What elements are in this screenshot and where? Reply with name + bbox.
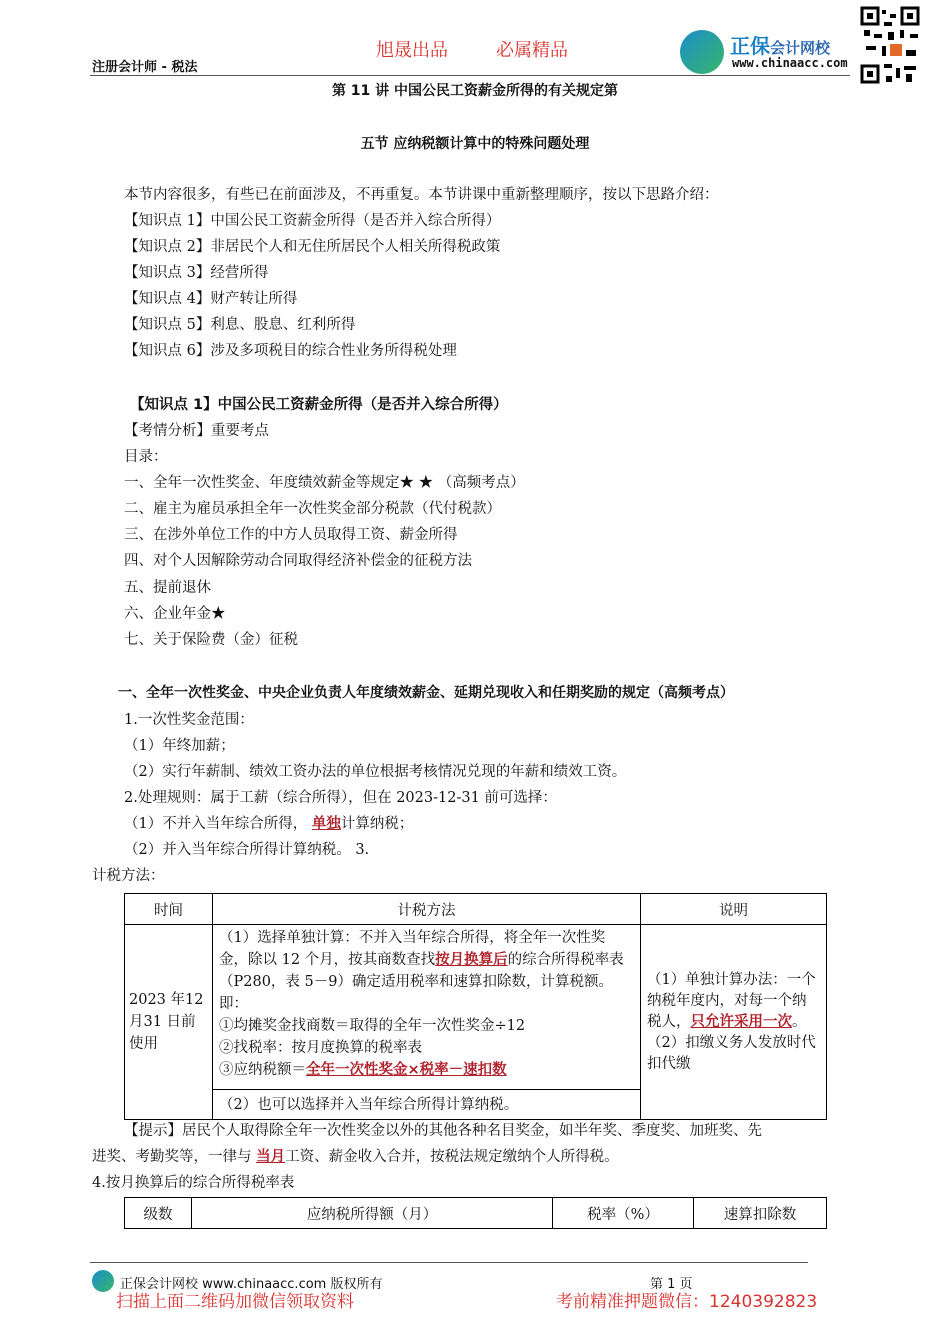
s4-text: 4.按月换算后的综合所得税率表 xyxy=(92,1175,295,1191)
monthly-tax-rate-table xyxy=(124,1197,827,1229)
kp1-heading: 【知识点 1】中国公民工资薪金所得（是否并入综合所得） xyxy=(130,397,508,413)
knowledge-point: 【知识点 4】财产转让所得 xyxy=(124,291,298,307)
header-deduction: 速算扣除数 xyxy=(694,1198,827,1229)
toc-item: 三、在涉外单位工作的中方人员取得工资、薪金所得 xyxy=(124,527,458,543)
course-name: 注册会计师 - 税法 xyxy=(92,60,198,75)
qr-code-icon xyxy=(860,6,920,84)
promo-right: 考前精准押题微信：1240392823 xyxy=(556,1292,818,1312)
intro-text: 本节内容很多，有些已在前面涉及，不再重复。本节讲课中重新整理顺序，按以下思路介绍： xyxy=(124,187,719,203)
knowledge-point: 【知识点 2】非居民个人和无住所居民个人相关所得税政策 xyxy=(124,239,501,255)
s3-text: 计税方法： xyxy=(92,868,165,884)
logo-url: www.chinaacc.com xyxy=(732,56,848,70)
header-method: 计税方法 xyxy=(213,894,641,925)
time-cell: 2023 年12月31 日前使用 xyxy=(125,925,213,1120)
header-income: 应纳税所得额（月） xyxy=(192,1198,553,1229)
slogan-2: 必属精品 xyxy=(496,40,568,61)
toc-item: 六、企业年金★ xyxy=(124,606,226,622)
tip-text-2: 进奖、考勤奖等，一律与 当月工资、薪金收入合并，按税法规定缴纳个人所得税。 xyxy=(92,1149,619,1165)
method-cell-2: （2）也可以选择并入当年综合所得计算纳税。 xyxy=(213,1090,641,1120)
promo-left: 扫描上面二维码加微信领取资料 xyxy=(116,1292,354,1312)
section1-heading: 一、全年一次性奖金、中央企业负责人年度绩效薪金、延期兑现收入和任期奖励的规定（高频考点） xyxy=(118,685,734,701)
method-cell-1: （1）选择单独计算：不并入当年综合所得，将全年一次性奖金，除以 12 个月，按其商数查找按月换算后的综合所得税率表（P280，表 5－9）确定适用税率和速算扣除数，计算税额。即： ①均摊奖金找商数＝取得的全年一次性奖金÷12 ②找税率：按月度换算的税率表 ③应纳税额＝全年一次性奖金×税率－速扣数 xyxy=(213,925,641,1090)
chinaacc-logo-icon xyxy=(680,30,724,74)
footer-divider xyxy=(90,1262,808,1263)
s2-text: 2.处理规则：属于工薪（综合所得），但在 2023-12-31 前可选择： xyxy=(124,790,557,806)
knowledge-point: 【知识点 3】经营所得 xyxy=(124,265,269,281)
s1-text: 1.一次性奖金范围： xyxy=(124,712,254,728)
note-cell: （1）单独计算办法：一个纳税年度内，对每一个纳税人，只允许采用一次。 （2）扣缴义务人发放时代扣代缴 xyxy=(641,925,827,1120)
s2a-text: （1）不并入当年综合所得， 单独计算纳税； xyxy=(124,816,414,832)
s2b-text: （2）并入当年综合所得计算纳税。 3. xyxy=(124,842,370,858)
section-title: 五节 应纳税额计算中的特殊问题处理 xyxy=(360,136,590,152)
lecture-title: 第 11 讲 中国公民工资薪金所得的有关规定第 xyxy=(331,83,619,99)
s1a-text: （1）年终加薪； xyxy=(124,738,235,754)
toc-item: 一、全年一次性奖金、年度绩效薪金等规定★ ★ （高频考点） xyxy=(124,475,525,491)
header-time: 时间 xyxy=(125,894,213,925)
toc-item: 五、提前退休 xyxy=(124,580,211,596)
header-rate: 税率（%） xyxy=(553,1198,694,1229)
header-note: 说明 xyxy=(641,894,827,925)
knowledge-point: 【知识点 6】涉及多项税目的综合性业务所得税处理 xyxy=(124,343,457,359)
toc-item: 四、对个人因解除劳动合同取得经济补偿金的征税方法 xyxy=(124,553,472,569)
header-level: 级数 xyxy=(125,1198,192,1229)
toc-item: 七、关于保险费（金）征税 xyxy=(124,632,298,648)
toc-item: 二、雇主为雇员承担全年一次性奖金部分税款（代付税款） xyxy=(124,501,501,517)
toc-label: 目录： xyxy=(124,449,168,465)
page-number: 第 1 页 xyxy=(650,1277,693,1292)
footer-copyright: 正保会计网校 www.chinaacc.com 版权所有 xyxy=(120,1277,383,1292)
knowledge-point: 【知识点 5】利息、股息、红利所得 xyxy=(124,317,356,333)
exam-analysis: 【考情分析】重要考点 xyxy=(124,423,269,439)
header-divider xyxy=(90,75,850,76)
slogan-1: 旭晟出品 xyxy=(376,40,448,61)
s1b-text: （2）实行年薪制、绩效工资办法的单位根据考核情况兑现的年薪和绩效工资。 xyxy=(124,764,627,780)
logo-name: 正保会计网校 xyxy=(730,34,831,58)
tax-method-table xyxy=(124,893,827,1120)
footer-logo-icon xyxy=(92,1270,114,1292)
tip-text: 【提示】居民个人取得除全年一次性奖金以外的其他各种名目奖金，如半年奖、季度奖、加班奖、先 xyxy=(124,1123,762,1139)
knowledge-point: 【知识点 1】中国公民工资薪金所得（是否并入综合所得） xyxy=(124,213,501,229)
